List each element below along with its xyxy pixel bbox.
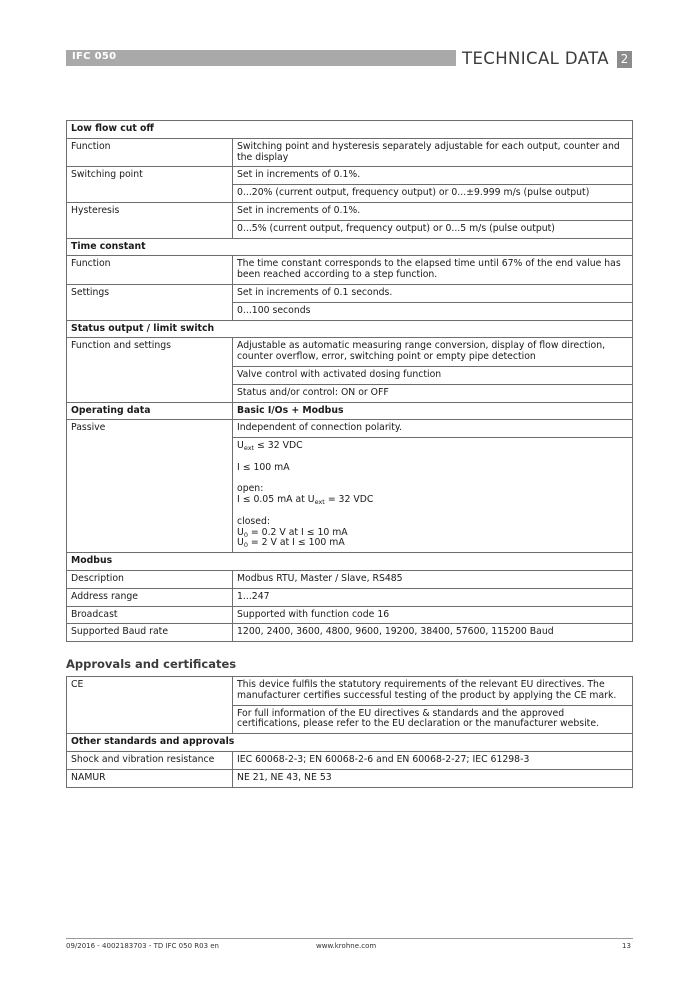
row-value: For full information of the EU directives & standards and the approved certifications, please refer to the EU declaration or the manufacturer website. bbox=[233, 705, 633, 734]
table-row bbox=[67, 284, 633, 302]
row-value: Valve control with activated dosing function bbox=[233, 366, 633, 384]
closed-line-2: $U_0 = 2$ V at I ≤ 100 mA bbox=[237, 537, 345, 550]
approvals-table bbox=[66, 676, 633, 788]
row-value: 1...247 bbox=[233, 588, 633, 606]
row-label: Function bbox=[67, 138, 233, 167]
row-label: NAMUR bbox=[67, 769, 233, 787]
table-row bbox=[67, 366, 633, 384]
section-title: TECHNICAL DATA bbox=[462, 49, 609, 68]
row-value: 0...100 seconds bbox=[233, 302, 633, 320]
uext-line: $U_{ext} \le 32$ VDC bbox=[237, 440, 303, 453]
table-row bbox=[67, 338, 633, 367]
row-value: Status and/or control: ON or OFF bbox=[233, 384, 633, 402]
row-label: Description bbox=[67, 570, 233, 588]
row-value: 0...5% (current output, frequency output) or 0...5 m/s (pulse output) bbox=[233, 220, 633, 238]
table-row bbox=[67, 256, 633, 285]
section-row bbox=[67, 320, 633, 338]
row-label: Function bbox=[67, 256, 233, 285]
row-value: NE 21, NE 43, NE 53 bbox=[233, 769, 633, 787]
section-heading: Status output / limit switch bbox=[67, 320, 633, 338]
row-value: Set in increments of 0.1%. bbox=[233, 202, 633, 220]
section-heading: Other standards and approvals bbox=[67, 734, 633, 752]
row-label: Hysteresis bbox=[67, 202, 233, 220]
row-label: Supported Baud rate bbox=[67, 624, 233, 642]
table-row bbox=[67, 167, 633, 185]
table-row bbox=[67, 302, 633, 320]
open-label: open: bbox=[237, 483, 264, 495]
table-row bbox=[67, 438, 633, 553]
closed-label: closed: bbox=[237, 515, 270, 527]
table-row bbox=[67, 677, 633, 706]
header-bar bbox=[66, 50, 456, 66]
table-row bbox=[67, 606, 633, 624]
current-line: I ≤ 100 mA bbox=[237, 461, 290, 473]
open-line: I ≤ 0.05 mA at $U_{ext} = 32$ VDC bbox=[237, 494, 374, 507]
row-value: Set in increments of 0.1%. bbox=[233, 167, 633, 185]
product-name: IFC 050 bbox=[72, 51, 117, 62]
row-value: 0...20% (current output, frequency output) or 0...±9.999 m/s (pulse output) bbox=[233, 185, 633, 203]
chapter-badge: 2 bbox=[617, 51, 632, 68]
section-heading: Low flow cut off bbox=[67, 121, 633, 139]
section-row bbox=[67, 238, 633, 256]
section-heading: Modbus bbox=[67, 553, 633, 571]
row-value: Switching point and hysteresis separately adjustable for each output, counter and the display bbox=[233, 138, 633, 167]
section-row bbox=[67, 402, 633, 420]
page-number: 13 bbox=[622, 942, 631, 950]
row-label: Switching point bbox=[67, 167, 233, 185]
table-row bbox=[67, 138, 633, 167]
row-value: Modbus RTU, Master / Slave, RS485 bbox=[233, 570, 633, 588]
row-value: The time constant corresponds to the elapsed time until 67% of the end value has been reached according to a step function. bbox=[233, 256, 633, 285]
table-row bbox=[67, 588, 633, 606]
row-label: Address range bbox=[67, 588, 233, 606]
table-row bbox=[67, 202, 633, 220]
approvals-heading: Approvals and certificates bbox=[66, 657, 237, 671]
row-value: Set in increments of 0.1 seconds. bbox=[233, 284, 633, 302]
table-row bbox=[67, 220, 633, 238]
row-value: IEC 60068-2-3; EN 60068-2-6 and EN 60068-2-27; IEC 61298-3 bbox=[233, 751, 633, 769]
row-value: Adjustable as automatic measuring range conversion, display of flow direction, counter overflow, error, switching point or empty pipe detection bbox=[233, 338, 633, 367]
spec-table bbox=[66, 120, 633, 642]
footer-doc-id: 09/2016 - 4002183703 - TD IFC 050 R03 en bbox=[66, 942, 219, 950]
section-row bbox=[67, 553, 633, 571]
row-label: CE bbox=[67, 677, 233, 706]
row-label: Broadcast bbox=[67, 606, 233, 624]
row-value: Independent of connection polarity. bbox=[233, 420, 633, 438]
row-value: 1200, 2400, 3600, 4800, 9600, 19200, 38400, 57600, 115200 Baud bbox=[233, 624, 633, 642]
table-row bbox=[67, 420, 633, 438]
passive-details bbox=[233, 438, 633, 553]
section-row bbox=[67, 121, 633, 139]
section-subheading: Basic I/Os + Modbus bbox=[233, 402, 633, 420]
row-value: Supported with function code 16 bbox=[233, 606, 633, 624]
table-row bbox=[67, 185, 633, 203]
table-row bbox=[67, 624, 633, 642]
table-row bbox=[67, 769, 633, 787]
table-row bbox=[67, 384, 633, 402]
row-label: Function and settings bbox=[67, 338, 233, 367]
row-label: Shock and vibration resistance bbox=[67, 751, 233, 769]
section-row bbox=[67, 734, 633, 752]
section-heading: Operating data bbox=[67, 402, 233, 420]
row-label: Passive bbox=[67, 420, 233, 438]
table-row bbox=[67, 751, 633, 769]
row-label: Settings bbox=[67, 284, 233, 302]
closed-line-1: $U_0 = 0.2$ V at I ≤ 10 mA bbox=[237, 526, 348, 539]
table-row bbox=[67, 705, 633, 734]
table-row bbox=[67, 570, 633, 588]
section-heading: Time constant bbox=[67, 238, 633, 256]
row-value: This device fulfils the statutory requirements of the relevant EU directives. The manufacturer certifies successful testing of the product by applying the CE mark. bbox=[233, 677, 633, 706]
footer-url[interactable]: www.krohne.com bbox=[316, 942, 377, 950]
footer-divider bbox=[66, 938, 633, 939]
